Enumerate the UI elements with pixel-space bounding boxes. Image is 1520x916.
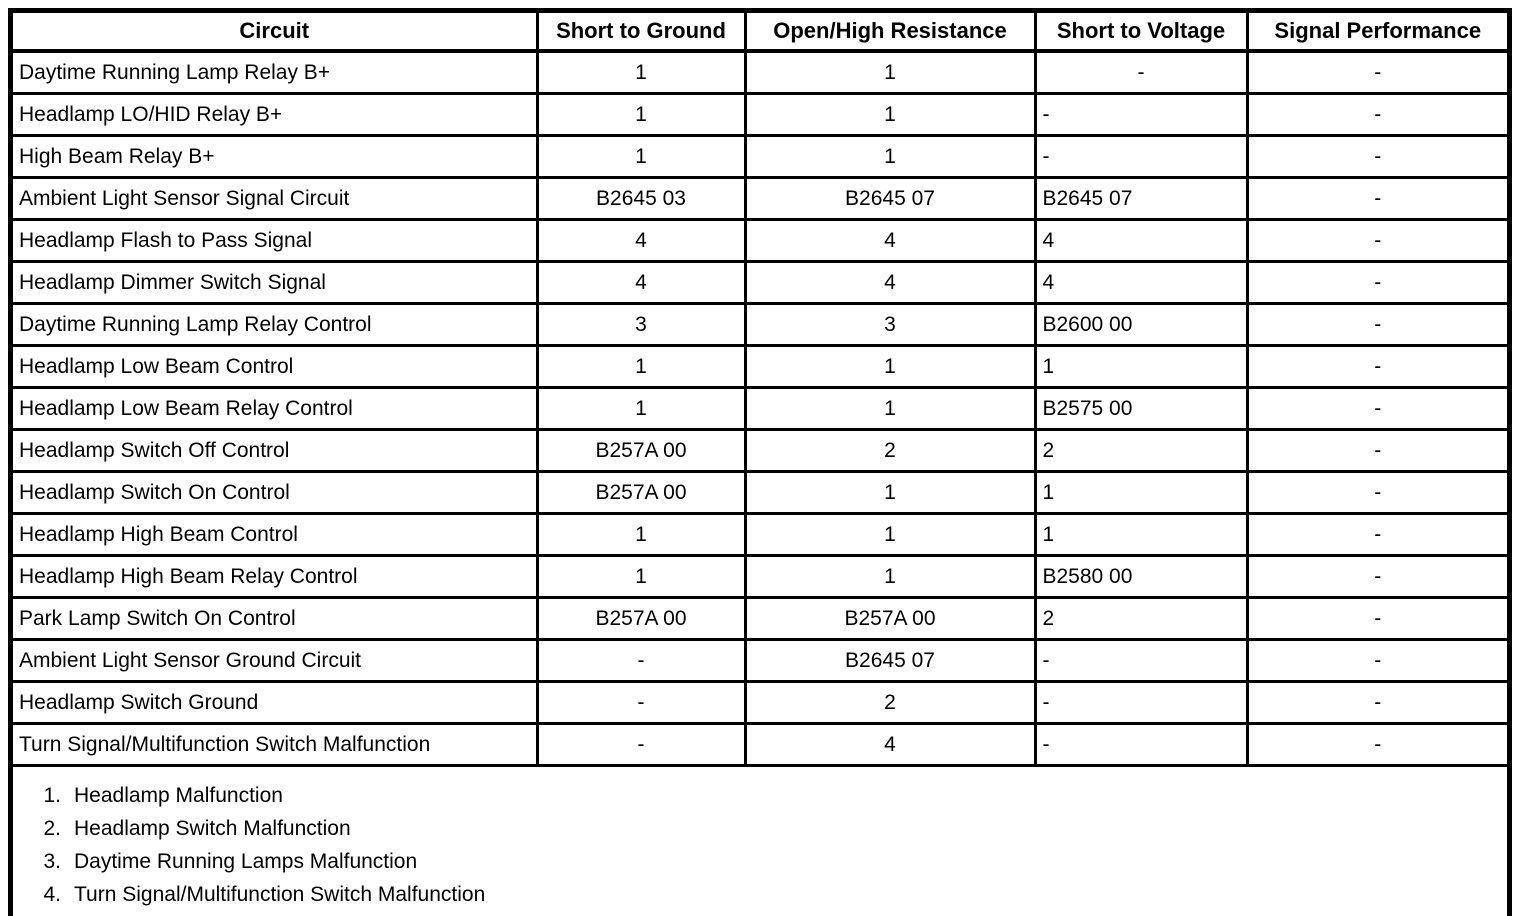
table-cell: - (1247, 94, 1507, 136)
footnote-number: 4. (43, 882, 61, 906)
table-cell: 4 (1035, 262, 1247, 304)
column-header-short-to-voltage: Short to Voltage (1035, 13, 1247, 51)
table-cell: B257A 00 (537, 598, 745, 640)
footnote-text: Headlamp Malfunction (74, 783, 283, 807)
table-cell: 1 (745, 556, 1035, 598)
table-cell: - (1247, 136, 1507, 178)
table-cell: 1 (537, 346, 745, 388)
table-cell: 4 (537, 220, 745, 262)
table-cell: Headlamp High Beam Control (13, 514, 537, 556)
circuit-dtc-table (13, 13, 1507, 767)
footnote-number: 2. (43, 816, 61, 840)
table-cell: - (537, 640, 745, 682)
table-cell: Ambient Light Sensor Signal Circuit (13, 178, 537, 220)
table-cell: 1 (537, 556, 745, 598)
table-row (13, 640, 1507, 682)
table-cell: - (1247, 388, 1507, 430)
table-cell: - (1247, 682, 1507, 724)
table-cell: - (537, 724, 745, 766)
footnote-text: Headlamp Switch Malfunction (74, 816, 351, 840)
table-row (13, 724, 1507, 766)
footnote-text: Turn Signal/Multifunction Switch Malfunction (74, 882, 486, 906)
footnote-item (35, 878, 1497, 911)
table-cell: B2645 07 (745, 178, 1035, 220)
column-header-signal-performance: Signal Performance (1247, 13, 1507, 51)
table-row (13, 472, 1507, 514)
table-row (13, 598, 1507, 640)
table-cell: - (537, 682, 745, 724)
table-row (13, 682, 1507, 724)
footnote-item (35, 812, 1497, 845)
table-cell: Headlamp Dimmer Switch Signal (13, 262, 537, 304)
table-cell: High Beam Relay B+ (13, 136, 537, 178)
table-cell: B2580 00 (1035, 556, 1247, 598)
table-cell: 1 (537, 51, 745, 94)
table-cell: Daytime Running Lamp Relay B+ (13, 51, 537, 94)
table-row (13, 220, 1507, 262)
table-row (13, 514, 1507, 556)
table-header (13, 13, 1507, 51)
table-row (13, 430, 1507, 472)
column-header-circuit: Circuit (13, 13, 537, 51)
table-row (13, 51, 1507, 94)
table-cell: 4 (745, 724, 1035, 766)
table-cell: - (1247, 262, 1507, 304)
table-row (13, 388, 1507, 430)
table-cell: - (1035, 51, 1247, 94)
table-cell: Headlamp LO/HID Relay B+ (13, 94, 537, 136)
table-cell: 1 (1035, 346, 1247, 388)
table-cell: Turn Signal/Multifunction Switch Malfunction (13, 724, 537, 766)
table-cell: 2 (1035, 598, 1247, 640)
table-cell: 1 (745, 346, 1035, 388)
column-header-open-high-resistance: Open/High Resistance (745, 13, 1035, 51)
table-cell: 4 (745, 220, 1035, 262)
table-cell: - (1247, 472, 1507, 514)
table-cell: - (1035, 136, 1247, 178)
header-row (13, 13, 1507, 51)
table-cell: B2645 03 (537, 178, 745, 220)
dtc-table-frame (8, 8, 1512, 916)
table-cell: - (1247, 514, 1507, 556)
footnote-number: 3. (43, 849, 61, 873)
table-row (13, 346, 1507, 388)
table-cell: Park Lamp Switch On Control (13, 598, 537, 640)
table-row (13, 94, 1507, 136)
table-cell: B257A 00 (537, 472, 745, 514)
table-cell: 1 (1035, 514, 1247, 556)
table-row (13, 556, 1507, 598)
table-cell: 1 (745, 94, 1035, 136)
table-cell: 4 (745, 262, 1035, 304)
table-cell: 1 (745, 51, 1035, 94)
table-cell: - (1247, 556, 1507, 598)
table-cell: - (1247, 598, 1507, 640)
table-cell: - (1247, 220, 1507, 262)
table-row (13, 262, 1507, 304)
table-cell: - (1247, 51, 1507, 94)
table-cell: - (1035, 682, 1247, 724)
table-cell: - (1247, 346, 1507, 388)
table-cell: - (1247, 304, 1507, 346)
footnote-number: 1. (43, 783, 61, 807)
table-cell: 2 (745, 682, 1035, 724)
table-cell: 1 (745, 472, 1035, 514)
column-header-short-to-ground: Short to Ground (537, 13, 745, 51)
table-cell: 2 (1035, 430, 1247, 472)
table-cell: Headlamp Switch Off Control (13, 430, 537, 472)
table-cell: - (1247, 724, 1507, 766)
table-cell: B2600 00 (1035, 304, 1247, 346)
table-cell: 1 (745, 514, 1035, 556)
table-cell: 4 (1035, 220, 1247, 262)
table-body (13, 51, 1507, 766)
table-cell: 2 (745, 430, 1035, 472)
table-cell: - (1247, 430, 1507, 472)
table-cell: 1 (1035, 472, 1247, 514)
table-cell: 3 (537, 304, 745, 346)
table-cell: B2645 07 (745, 640, 1035, 682)
table-cell: B257A 00 (745, 598, 1035, 640)
table-cell: B257A 00 (537, 430, 745, 472)
table-cell: Headlamp Switch On Control (13, 472, 537, 514)
table-cell: 1 (537, 388, 745, 430)
table-cell: Daytime Running Lamp Relay Control (13, 304, 537, 346)
table-cell: - (1035, 640, 1247, 682)
table-cell: - (1247, 178, 1507, 220)
table-cell: 1 (745, 136, 1035, 178)
footnote-item (35, 779, 1497, 812)
table-cell: - (1247, 640, 1507, 682)
footnote-text: Daytime Running Lamps Malfunction (74, 849, 418, 873)
footnote-list (13, 767, 1507, 916)
table-cell: 4 (537, 262, 745, 304)
table-cell: Headlamp Low Beam Control (13, 346, 537, 388)
table-cell: B2645 07 (1035, 178, 1247, 220)
table-cell: Headlamp Low Beam Relay Control (13, 388, 537, 430)
table-cell: 3 (745, 304, 1035, 346)
footnote-item (35, 845, 1497, 878)
table-cell: B2575 00 (1035, 388, 1247, 430)
table-row (13, 136, 1507, 178)
table-cell: Headlamp High Beam Relay Control (13, 556, 537, 598)
table-cell: - (1035, 94, 1247, 136)
table-row (13, 178, 1507, 220)
table-cell: 1 (537, 136, 745, 178)
table-cell: - (1035, 724, 1247, 766)
table-cell: 1 (745, 388, 1035, 430)
table-cell: Headlamp Switch Ground (13, 682, 537, 724)
table-cell: Ambient Light Sensor Ground Circuit (13, 640, 537, 682)
table-cell: Headlamp Flash to Pass Signal (13, 220, 537, 262)
table-cell: 1 (537, 94, 745, 136)
table-cell: 1 (537, 514, 745, 556)
table-row (13, 304, 1507, 346)
